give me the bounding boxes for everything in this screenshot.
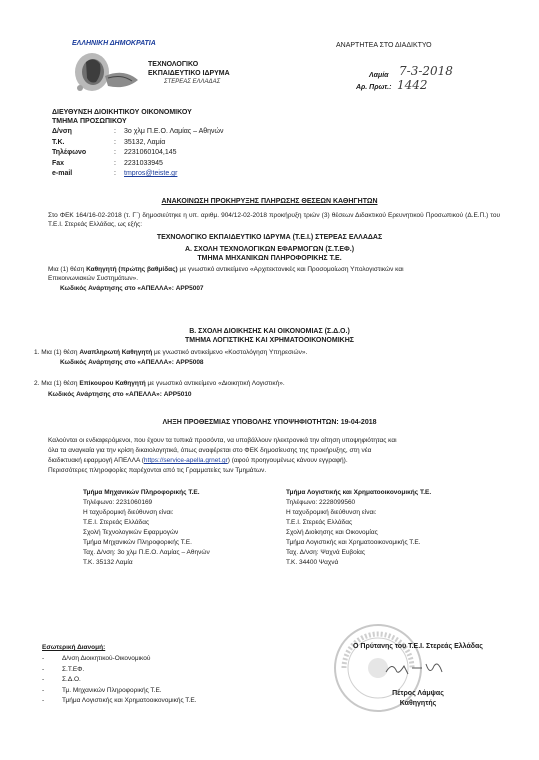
position-b2-number: 2.: [34, 380, 40, 387]
contact-informatics-line: Τμήμα Μηχανικών Πληροφορικής Τ.Ε.: [83, 539, 192, 546]
contact-accounting-line: Τ.Κ. 34400 Ψαχνά: [286, 559, 339, 566]
email-label: e-mail: [52, 170, 73, 177]
school-b-name: Β. ΣΧΟΛΗ ΔΙΟΙΚΗΣΗΣ ΚΑΙ ΟΙΚΟΝΟΜΙΑΣ (Σ.Δ.Ο.): [189, 328, 350, 335]
phone-value: 2231060104,145: [124, 149, 177, 156]
institution-logo: [72, 50, 142, 98]
contact-informatics: [83, 488, 283, 568]
school-a-name: Α. ΣΧΟΛΗ ΤΕΧΝΟΛΟΓΙΚΩΝ ΕΦΑΡΜΟΓΩΝ (Σ.Τ.ΕΦ.): [184, 246, 355, 253]
handwritten-signature: [382, 658, 452, 680]
school-a-department: ΤΜΗΜΑ ΜΗΧΑΝΙΚΩΝ ΠΛΗΡΟΦΟΡΙΚΗΣ Τ.Ε.: [197, 255, 342, 262]
contact-accounting-line: Ταχ. Δ/νση: Ψαχνά Ευβοίας: [286, 549, 366, 556]
position-b1-code-value: APP5008: [175, 359, 204, 366]
sender-row-address: Δ/νση : 3ο χλμ Π.Ε.Ο. Λαμίας – Αθηνών: [52, 127, 312, 138]
sender-row-postcode: Τ.Κ. : 35132, Λαμία: [52, 138, 312, 149]
signature-title: Ο Πρύτανης του Τ.Ε.Ι. Στερεάς Ελλάδας: [353, 643, 483, 650]
apella-link[interactable]: https://service-apella.grnet.gr: [143, 457, 228, 464]
phone-label: Τηλέφωνο: [52, 149, 87, 156]
postcode-label: Τ.Κ.: [52, 138, 65, 146]
distribution-item: - Τμήμα Λογιστικής και Χρηματοοικονομικής Τ.Ε.: [42, 696, 262, 707]
call-line-1: Καλούνται οι ενδιαφερόμενοι, που έχουν τα τυπικά προσόντα, να υποβάλλουν ηλεκτρονικά την αίτηση υποψηφιότητας και: [48, 437, 397, 444]
position-b2-code-label: Κωδικός Ανάρτησης στο «ΑΠΕΛΛΑ»:: [48, 391, 164, 398]
contact-accounting-line: Η ταχυδρομική διεύθυνση είναι:: [286, 509, 377, 516]
position-b2-prefix: Μια (1) θέση: [41, 380, 80, 387]
position-b1-rank: Αναπληρωτή Καθηγητή: [79, 349, 153, 356]
position-b2-subject: με γνωστικό αντικείμενο «Διοικητική Λογιστική».: [145, 380, 285, 387]
position-b1-prefix: Μια (1) θέση: [41, 349, 80, 356]
sender-row-email: e-mail : tmpros@teiste.gr: [52, 169, 312, 180]
signatory-name: Πέτρος Λάμψας: [392, 690, 444, 697]
contact-informatics-title: Τμήμα Μηχανικών Πληροφορικής Τ.Ε.: [83, 489, 200, 496]
position-b2-code-value: APP5010: [163, 391, 192, 398]
application-deadline: ΛΗΞΗ ΠΡΟΘΕΣΜΙΑΣ ΥΠΟΒΟΛΗΣ ΥΠΟΨΗΦΙΟΤΗΤΩΝ: 19-04-2018: [162, 419, 377, 426]
position-a-rank: Καθηγητή (πρώτης βαθμίδας): [86, 266, 178, 273]
address-label: Δ/νση: [52, 128, 72, 135]
position-b1-code-label: Κωδικός Ανάρτησης στο «ΑΠΕΛΛΑ»:: [60, 359, 176, 366]
intro-paragraph: Στο ΦΕΚ 164/16-02-2018 (τ. Γ΄) δημοσιεύτηκε η υπ. αριθμ. 904/12-02-2018 προκήρυξη τριών (3) θέσεων Διδακτικού Ερευνητικού Προσωπικού (Δ.Ε.Π.) του Τ.Ε.Ι. Στερεάς Ελλάδας, ως εξής:: [48, 212, 500, 228]
email-link[interactable]: tmpros@teiste.gr: [124, 170, 178, 177]
distribution-item-label: Τμήμα Λογιστικής και Χρηματοοικονομικής Τ.Ε.: [62, 697, 197, 704]
place-label: Λαμία: [369, 72, 389, 79]
contact-accounting-line: Τ.Ε.Ι. Στερεάς Ελλάδας: [286, 519, 353, 526]
position-a-code: [60, 284, 204, 293]
contact-accounting-line: Τηλέφωνο: 2228099560: [286, 499, 356, 506]
position-b1-description: [34, 348, 307, 357]
position-b1-code: [60, 358, 204, 367]
position-a-description: [48, 265, 518, 274]
position-b2-description: [34, 379, 285, 388]
position-b1-number: 1.: [34, 349, 40, 356]
call-line-3: [48, 456, 348, 465]
position-a-prefix: Μια (1) θέση: [48, 266, 87, 273]
sender-row-fax: Fax : 2231033945: [52, 159, 312, 170]
posted-online-note: ΑΝΑΡΤΗΤΕΑ ΣΤΟ ΔΙΑΔΙΚΤΥΟ: [336, 42, 432, 49]
position-a-subject: με γνωστικό αντικείμενο «Αρχιτεκτονικές και Προσομοίωση Υπολογιστικών και: [177, 266, 404, 273]
call-line-3-suffix: ) (αφού προηγουμένως κάνουν εγγραφή).: [227, 457, 348, 464]
fax-value: 2231033945: [124, 159, 163, 167]
department-name: ΤΜΗΜΑ ΠΡΟΣΩΠΙΚΟΥ: [52, 118, 127, 125]
institution-name-line-3: ΣΤΕΡΕΑΣ ΕΛΛΑΔΑΣ: [164, 79, 221, 85]
position-a-code-value: APP5007: [175, 285, 204, 292]
signatory-role: Καθηγητής: [399, 700, 437, 707]
announcement-title: ΑΝΑΚΟΙΝΩΣΗ ΠΡΟΚΗΡΥΞΗΣ ΠΛΗΡΩΣΗΣ ΘΕΣΕΩΝ ΚΑΘΗΓΗΤΩΝ: [161, 198, 378, 205]
contact-informatics-line: Η ταχυδρομική διεύθυνση είναι:: [83, 509, 174, 516]
contact-accounting-line: Σχολή Διοίκησης και Οικονομίας: [286, 529, 378, 536]
distribution-item-label: Δ/νση Διοικητικού-Οικονομικού: [62, 655, 151, 662]
position-a-description-line-2: Επικοινωνιακών Συστημάτων».: [48, 275, 139, 282]
handwritten-date: 7-3-2018: [399, 64, 453, 78]
contact-accounting-title: Τμήμα Λογιστικής και Χρηματοοικονομικής Τ.Ε.: [286, 489, 432, 496]
position-a-code-label: Κωδικός Ανάρτησης στο «ΑΠΕΛΛΑ»:: [60, 285, 176, 292]
contact-informatics-line: Τ.Κ. 35132 Λαμία: [83, 559, 133, 566]
call-line-3-prefix: διαδικτυακή εφαρμογή ΑΠΕΛΛΑ (: [48, 457, 144, 464]
sender-row-phone: Τηλέφωνο : 2231060104,145: [52, 148, 312, 159]
position-b2-code: [48, 390, 192, 399]
distribution-item-label: Σ.Τ.ΕΦ.: [62, 665, 85, 673]
contact-informatics-line: Τ.Ε.Ι. Στερεάς Ελλάδας: [83, 519, 150, 526]
internal-distribution: [42, 643, 262, 707]
postcode-value: 35132, Λαμία: [124, 138, 166, 146]
call-line-4: Περισσότερες πληροφορίες παρέχονται από τις Γραμματείες των Τμημάτων.: [48, 467, 267, 474]
distribution-item-label: Σ.Δ.Ο.: [62, 676, 81, 683]
position-b2-rank: Επίκουρου Καθηγητή: [79, 380, 146, 387]
protocol-label: Αρ. Πρωτ.:: [356, 84, 392, 91]
sender-contact-table: [52, 127, 312, 180]
position-b1-subject: με γνωστικό αντικείμενο «Κοστολόγηση Υπηρεσιών».: [152, 349, 308, 356]
distribution-item-label: Τμ. Μηχανικών Πληροφορικής Τ.Ε.: [62, 686, 162, 694]
contact-informatics-line: Τηλέφωνο: 2231060169: [83, 499, 153, 506]
contact-accounting: [286, 488, 506, 568]
institution-heading: ΤΕΧΝΟΛΟΓΙΚΟ ΕΚΠΑΙΔΕΥΤΙΚΟ ΙΔΡΥΜΑ (Τ.Ε.Ι.) ΣΤΕΡΕΑΣ ΕΛΛΑΔΑΣ: [156, 234, 383, 241]
contact-informatics-line: Σχολή Τεχνολογικών Εφαρμογών: [83, 529, 179, 536]
fax-label: Fax: [52, 159, 65, 167]
directorate-name: ΔΙΕΥΘΥΝΣΗ ΔΙΟΙΚΗΤΙΚΟΥ ΟΙΚΟΝΟΜΙΚΟΥ: [52, 109, 192, 116]
distribution-item: - Σ.Δ.Ο.: [42, 675, 262, 686]
distribution-item: - Δ/νση Διοικητικού-Οικονομικού: [42, 654, 262, 665]
institution-name-line-2: ΕΚΠΑΙΔΕΥΤΙΚΟ ΙΔΡΥΜΑ: [148, 70, 230, 77]
contact-informatics-line: Ταχ. Δ/νση: 3ο χλμ Π.Ε.Ο. Λαμίας – Αθηνών: [83, 549, 210, 556]
address-value: 3ο χλμ Π.Ε.Ο. Λαμίας – Αθηνών: [124, 128, 224, 135]
distribution-item: - Τμ. Μηχανικών Πληροφορικής Τ.Ε.: [42, 686, 262, 697]
institution-name-line-1: ΤΕΧΝΟΛΟΓΙΚΟ: [148, 61, 199, 68]
handwritten-protocol-number: 1442: [397, 78, 428, 92]
call-line-2: όλα τα αναγκαία για την κρίση δικαιολογητικά, όπως αναφέρεται στο ΦΕΚ δημοσίευσης της προκήρυξης, στη νέα: [48, 447, 372, 454]
contact-accounting-line: Τμήμα Λογιστικής και Χρηματοοικονομικής Τ.Ε.: [286, 539, 421, 546]
distribution-item: - Σ.Τ.ΕΦ.: [42, 665, 262, 676]
distribution-title: Εσωτερική Διανομή:: [42, 644, 106, 651]
school-b-department: ΤΜΗΜΑ ΛΟΓΙΣΤΙΚΗΣ ΚΑΙ ΧΡΗΜΑΤΟΟΙΚΟΝΟΜΙΚΗΣ: [185, 337, 354, 344]
republic-header: ΕΛΛΗΝΙΚΗ ΔΗΜΟΚΡΑΤΙΑ: [72, 40, 156, 47]
